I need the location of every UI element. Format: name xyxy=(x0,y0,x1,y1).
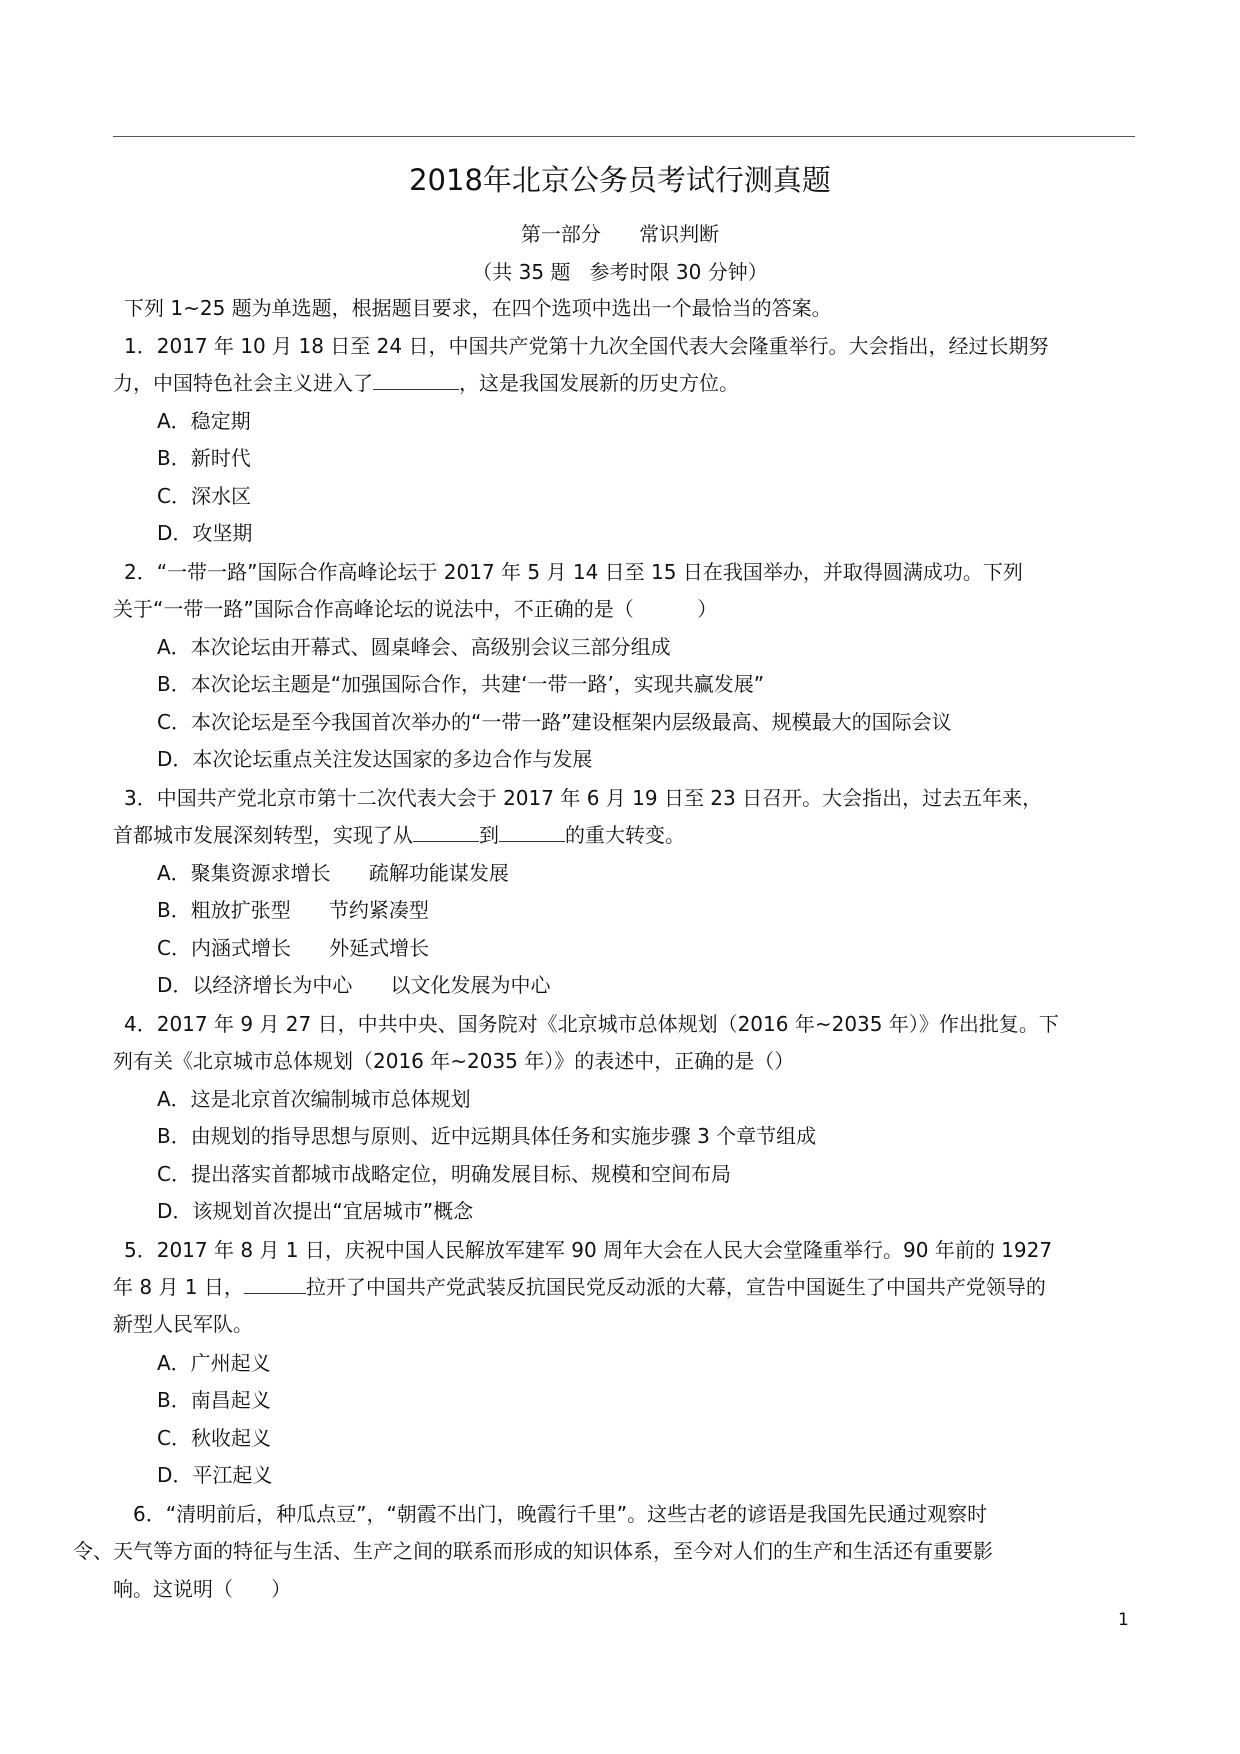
question-1-option-c: C．深水区 xyxy=(157,484,251,508)
question-4-option-a: A．这是北京首次编制城市总体规划 xyxy=(157,1087,471,1111)
question-1-option-d: D．攻坚期 xyxy=(157,521,253,545)
question-4-option-c: C．提出落实首都城市战略定位，明确发展目标、规模和空间布局 xyxy=(157,1162,731,1186)
question-6-line-1: 6．“清明前后，种瓜点豆”，“朝霞不出门，晚霞行千里”。这些古老的谚语是我国先民通过观察时 xyxy=(133,1502,988,1526)
question-4-line-1: 4．2017 年 9 月 27 日，中共中央、国务院对《北京城市总体规划（2016 年~2035 年）》作出批复。下 xyxy=(124,1012,1059,1036)
question-5-option-a: A．广州起义 xyxy=(157,1351,271,1375)
question-2-option-a: A．本次论坛由开幕式、圆桌峰会、高级别会议三部分组成 xyxy=(157,635,671,659)
question-3-option-c: C．内涵式增长 外延式增长 xyxy=(157,936,430,960)
page-number: 1 xyxy=(1118,1610,1129,1630)
question-3-line-2: 首都城市发展深刻转型，实现了从 到 的重大转变。 xyxy=(113,823,685,847)
question-5-line-1: 5．2017 年 8 月 1 日，庆祝中国人民解放军建军 90 周年大会在人民大会堂隆重举行。90 年前的 1927 xyxy=(124,1238,1053,1262)
question-1-line-2: 力，中国特色社会主义进入了 ，这是我国发展新的历史方位。 xyxy=(113,371,739,395)
question-6-line-2: 令、天气等方面的特征与生活、生产之间的联系而形成的知识体系，至今对人们的生产和生活还有重要影 xyxy=(73,1539,993,1563)
section-heading: 第一部分 常识判断 xyxy=(520,222,720,246)
question-5-option-d: D．平江起义 xyxy=(157,1463,273,1487)
instructions: 下列 1~25 题为单选题，根据题目要求，在四个选项中选出一个最恰当的答案。 xyxy=(124,296,832,320)
question-1-line-1: 1．2017 年 10 月 18 日至 24 日，中国共产党第十九次全国代表大会隆重举行。大会指出，经过长期努 xyxy=(124,334,1049,358)
question-2-option-b: B．本次论坛主题是“加强国际合作，共建‘一带一路’，实现共赢发展” xyxy=(157,672,765,696)
question-3-option-d: D．以经济增长为中心 以文化发展为中心 xyxy=(157,973,551,997)
question-2-option-d: D．本次论坛重点关注发达国家的多边合作与发展 xyxy=(157,747,593,771)
question-1-option-b: B．新时代 xyxy=(157,446,251,470)
question-1-option-a: A．稳定期 xyxy=(157,409,251,433)
question-5-option-c: C．秋收起义 xyxy=(157,1426,271,1450)
question-2-option-c: C．本次论坛是至今我国首次举办的“一带一路”建设框架内层级最高、规模最大的国际会议 xyxy=(157,710,952,734)
answer-blank xyxy=(244,1273,306,1294)
page-title: 2018年北京公务员考试行测真题 xyxy=(409,163,831,197)
section-subtitle: （共 35 题 参考时限 30 分钟） xyxy=(472,260,768,284)
question-5-option-b: B．南昌起义 xyxy=(157,1388,271,1412)
header-rule xyxy=(113,136,1135,137)
question-2-line-2: 关于“一带一路”国际合作高峰论坛的说法中，不正确的是（ ） xyxy=(113,597,718,621)
question-5-line-2: 年 8 月 1 日， 拉开了中国共产党武装反抗国民党反动派的大幕，宣告中国诞生了中国共产党领导的 xyxy=(113,1275,1046,1299)
question-4-line-2: 列有关《北京城市总体规划（2016 年~2035 年）》的表述中，正确的是（） xyxy=(113,1049,795,1073)
question-6-line-3: 响。这说明（ ） xyxy=(113,1577,292,1601)
question-5-line-3: 新型人民军队。 xyxy=(113,1312,253,1336)
question-3-option-a: A．聚集资源求增长 疏解功能谋发展 xyxy=(157,861,509,885)
question-3-option-b: B．粗放扩张型 节约紧凑型 xyxy=(157,898,429,922)
answer-blank xyxy=(499,821,565,842)
question-4-option-d: D．该规划首次提出“宜居城市”概念 xyxy=(157,1199,474,1223)
question-4-option-b: B．由规划的指导思想与原则、近中远期具体任务和实施步骤 3 个章节组成 xyxy=(157,1124,817,1148)
answer-blank xyxy=(413,821,479,842)
question-3-line-1: 3．中国共产党北京市第十二次代表大会于 2017 年 6 月 19 日至 23 日召开。大会指出，过去五年来， xyxy=(124,786,1043,810)
question-2-line-1: 2．“一带一路”国际合作高峰论坛于 2017 年 5 月 14 日至 15 日在我国举办，并取得圆满成功。下列 xyxy=(124,560,1023,584)
answer-blank xyxy=(373,369,459,390)
